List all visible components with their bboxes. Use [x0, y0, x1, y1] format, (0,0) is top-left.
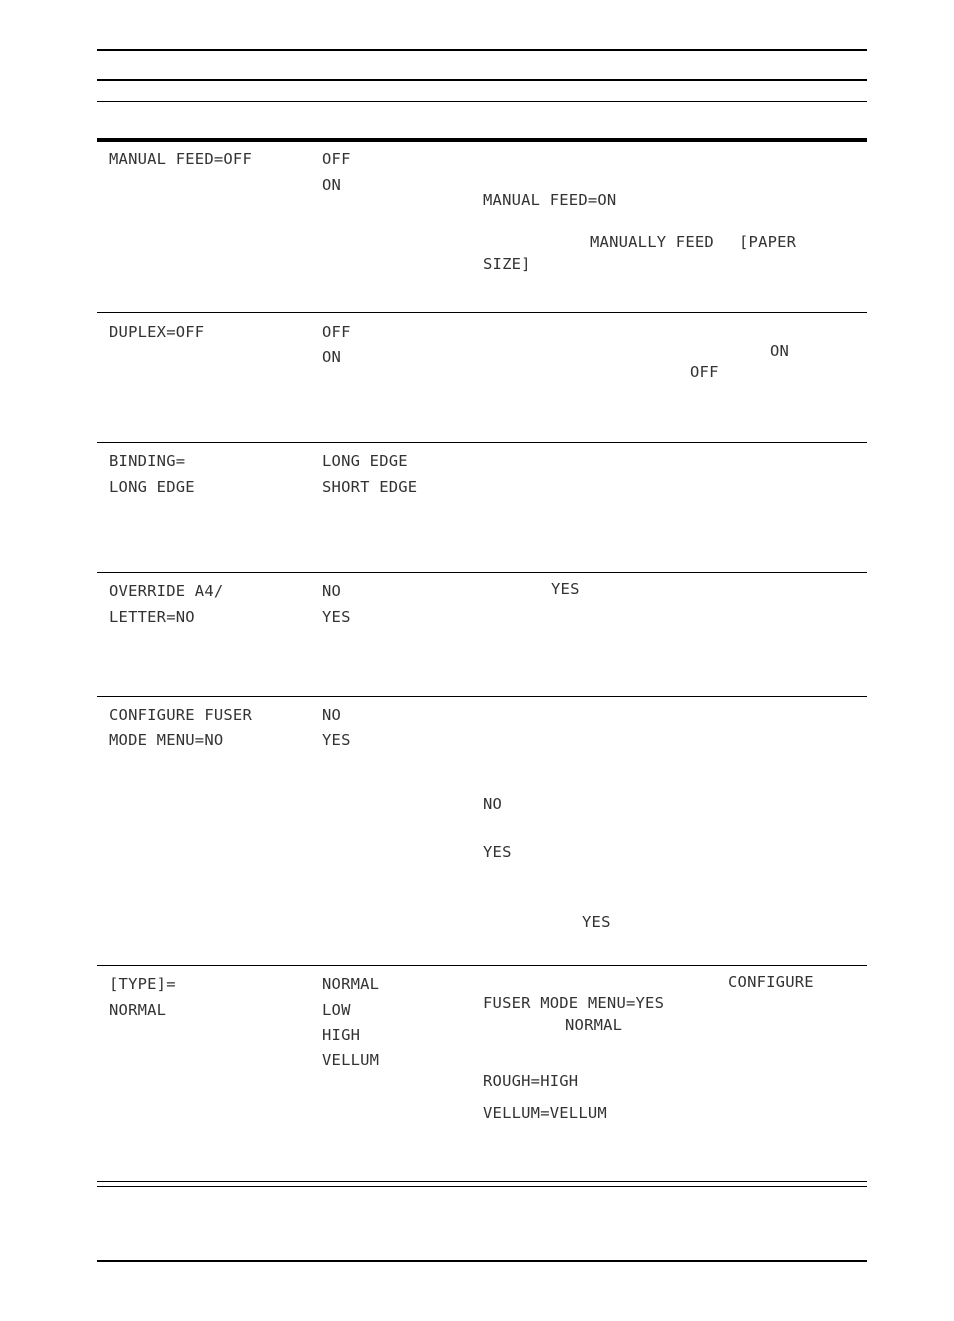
desc-yes: YES [483, 843, 512, 861]
item-override-letter: LETTER=NO [109, 608, 195, 626]
desc-fuser-mode-menu-yes: FUSER MODE MENU=YES [483, 994, 665, 1012]
row-divider [97, 696, 867, 697]
value-off: OFF [322, 323, 351, 341]
value-high: HIGH [322, 1026, 361, 1044]
item-type-value: NORMAL [109, 1001, 167, 1019]
value-low: LOW [322, 1001, 351, 1019]
desc-normal: NORMAL [565, 1016, 623, 1034]
table-bottom-rule-1 [97, 1181, 867, 1182]
desc-manually-feed: MANUALLY FEED [590, 233, 714, 251]
desc-size: SIZE] [483, 255, 531, 273]
desc-yes-2: YES [582, 913, 611, 931]
value-normal: NORMAL [322, 975, 380, 993]
footer-rule [97, 1260, 867, 1262]
desc-yes: YES [551, 580, 580, 598]
item-configure-fuser: CONFIGURE FUSER [109, 706, 252, 724]
table-bottom-rule-2 [97, 1186, 867, 1187]
desc-off: OFF [690, 363, 719, 381]
row-divider [97, 965, 867, 966]
value-vellum: VELLUM [322, 1051, 380, 1069]
item-mode-menu: MODE MENU=NO [109, 731, 224, 749]
header-rule-1 [97, 79, 867, 81]
value-on: ON [322, 176, 342, 194]
value-short-edge: SHORT EDGE [322, 478, 418, 496]
desc-no: NO [483, 795, 503, 813]
header-rule-2 [97, 101, 867, 102]
value-yes: YES [322, 731, 351, 749]
value-yes: YES [322, 608, 351, 626]
desc-rough-high: ROUGH=HIGH [483, 1072, 579, 1090]
value-on: ON [322, 348, 342, 366]
desc-paper: [PAPER [739, 233, 797, 251]
table-header-rule [97, 138, 867, 142]
row-divider [97, 442, 867, 443]
value-no: NO [322, 706, 342, 724]
desc-on: ON [770, 342, 790, 360]
value-long-edge: LONG EDGE [322, 452, 408, 470]
item-override-a4: OVERRIDE A4/ [109, 582, 224, 600]
item-manual-feed: MANUAL FEED=OFF [109, 150, 252, 168]
row-divider [97, 572, 867, 573]
item-binding-value: LONG EDGE [109, 478, 195, 496]
desc-manual-feed-on: MANUAL FEED=ON [483, 191, 617, 209]
value-no: NO [322, 582, 342, 600]
row-divider [97, 312, 867, 313]
item-duplex: DUPLEX=OFF [109, 323, 205, 341]
item-binding: BINDING= [109, 452, 186, 470]
desc-configure: CONFIGURE [728, 973, 814, 991]
item-type: [TYPE]= [109, 975, 176, 993]
top-rule [97, 49, 867, 51]
desc-vellum-vellum: VELLUM=VELLUM [483, 1104, 607, 1122]
value-off: OFF [322, 150, 351, 168]
